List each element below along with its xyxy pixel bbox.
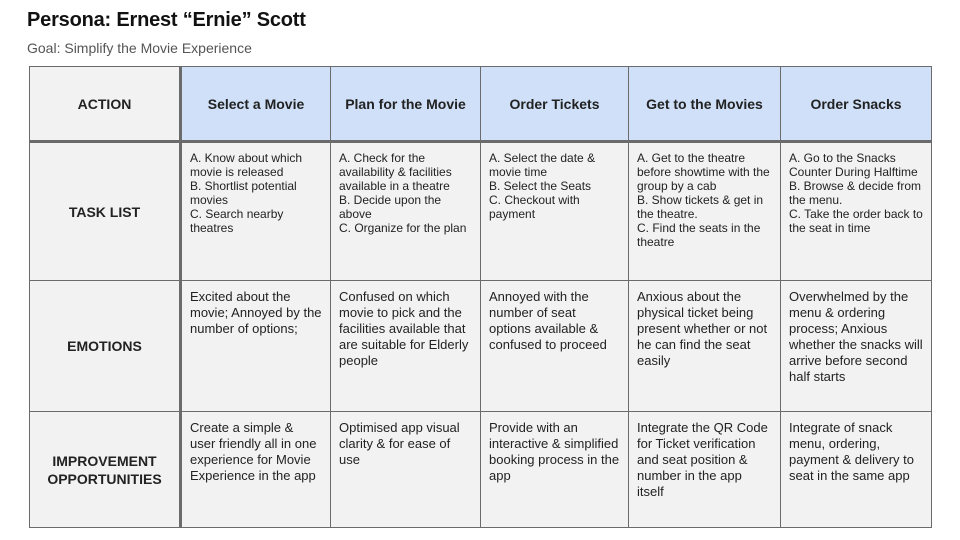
- stage-header-row: [30, 67, 932, 142]
- improvement-cell-plan-movie: Optimised app visual clarity & for ease of use: [331, 412, 481, 528]
- emotion-cell-order-snacks: Overwhelmed by the menu & ordering process; Anxious whether the snacks will arrive before second half starts: [781, 281, 932, 412]
- task-item: A. Go to the Snacks Counter During Halftime: [789, 151, 918, 179]
- stage-header-select-movie: Select a Movie: [181, 67, 331, 142]
- task-cell-plan-movie: [331, 142, 481, 281]
- task-item: A. Select the date & movie time: [489, 151, 596, 179]
- emotion-cell-order-tickets: Annoyed with the number of seat options available & confused to proceed: [481, 281, 629, 412]
- page-subtitle: Goal: Simplify the Movie Experience: [27, 40, 252, 56]
- stage-header-order-tickets: Order Tickets: [481, 67, 629, 142]
- task-cell-order-snacks: [781, 142, 932, 281]
- emotions-row: [30, 281, 932, 412]
- task-item: C. Checkout with payment: [489, 193, 580, 221]
- task-cell-order-tickets: [481, 142, 629, 281]
- improvement-cell-get-to-movies: Integrate the QR Code for Ticket verification and seat position & number in the app itself: [629, 412, 781, 528]
- emotions-label: EMOTIONS: [30, 281, 181, 412]
- task-item: B. Shortlist potential movies: [190, 179, 297, 207]
- task-item: B. Select the Seats: [489, 179, 592, 193]
- improvement-cell-select-movie: Create a simple & user friendly all in one experience for Movie Experience in the app: [181, 412, 331, 528]
- improvement-cell-order-tickets: Provide with an interactive & simplified booking process in the app: [481, 412, 629, 528]
- task-item: B. Decide upon the above: [339, 193, 442, 221]
- emotion-cell-get-to-movies: Anxious about the physical ticket being present whether or not he can find the seat easily: [629, 281, 781, 412]
- stage-header-order-snacks: Order Snacks: [781, 67, 932, 142]
- journey-map-table: [29, 66, 932, 528]
- task-item: A. Check for the availability & facilities available in a theatre: [339, 151, 452, 193]
- task-item: C. Take the order back to the seat in time: [789, 207, 923, 235]
- stage-header-get-to-movies: Get to the Movies: [629, 67, 781, 142]
- emotion-cell-select-movie: Excited about the movie; Annoyed by the number of options;: [181, 281, 331, 412]
- stage-header-plan-movie: Plan for the Movie: [331, 67, 481, 142]
- improvement-row: [30, 412, 932, 528]
- task-item: B. Browse & decide from the menu.: [789, 179, 922, 207]
- improvement-label-line1: IMPROVEMENT: [52, 452, 157, 469]
- improvement-label: [30, 412, 181, 528]
- task-list-row: [30, 142, 932, 281]
- task-list-label: TASK LIST: [30, 142, 181, 281]
- improvement-label-line2: OPPORTUNITIES: [47, 470, 162, 487]
- task-cell-get-to-movies: [629, 142, 781, 281]
- task-item: C. Find the seats in the theatre: [637, 221, 761, 249]
- task-item: C. Search nearby theatres: [190, 207, 284, 235]
- task-item: A. Get to the theatre before showtime with the group by a cab: [637, 151, 770, 193]
- task-cell-select-movie: [181, 142, 331, 281]
- task-item: A. Know about which movie is released: [190, 151, 303, 179]
- page-title: Persona: Ernest “Ernie” Scott: [27, 9, 306, 31]
- task-item: C. Organize for the plan: [339, 221, 467, 235]
- improvement-cell-order-snacks: Integrate of snack menu, ordering, payment & delivery to seat in the same app: [781, 412, 932, 528]
- emotion-cell-plan-movie: Confused on which movie to pick and the facilities available that are suitable for Elderly people: [331, 281, 481, 412]
- action-label: ACTION: [30, 67, 181, 142]
- task-item: B. Show tickets & get in the theatre.: [637, 193, 764, 221]
